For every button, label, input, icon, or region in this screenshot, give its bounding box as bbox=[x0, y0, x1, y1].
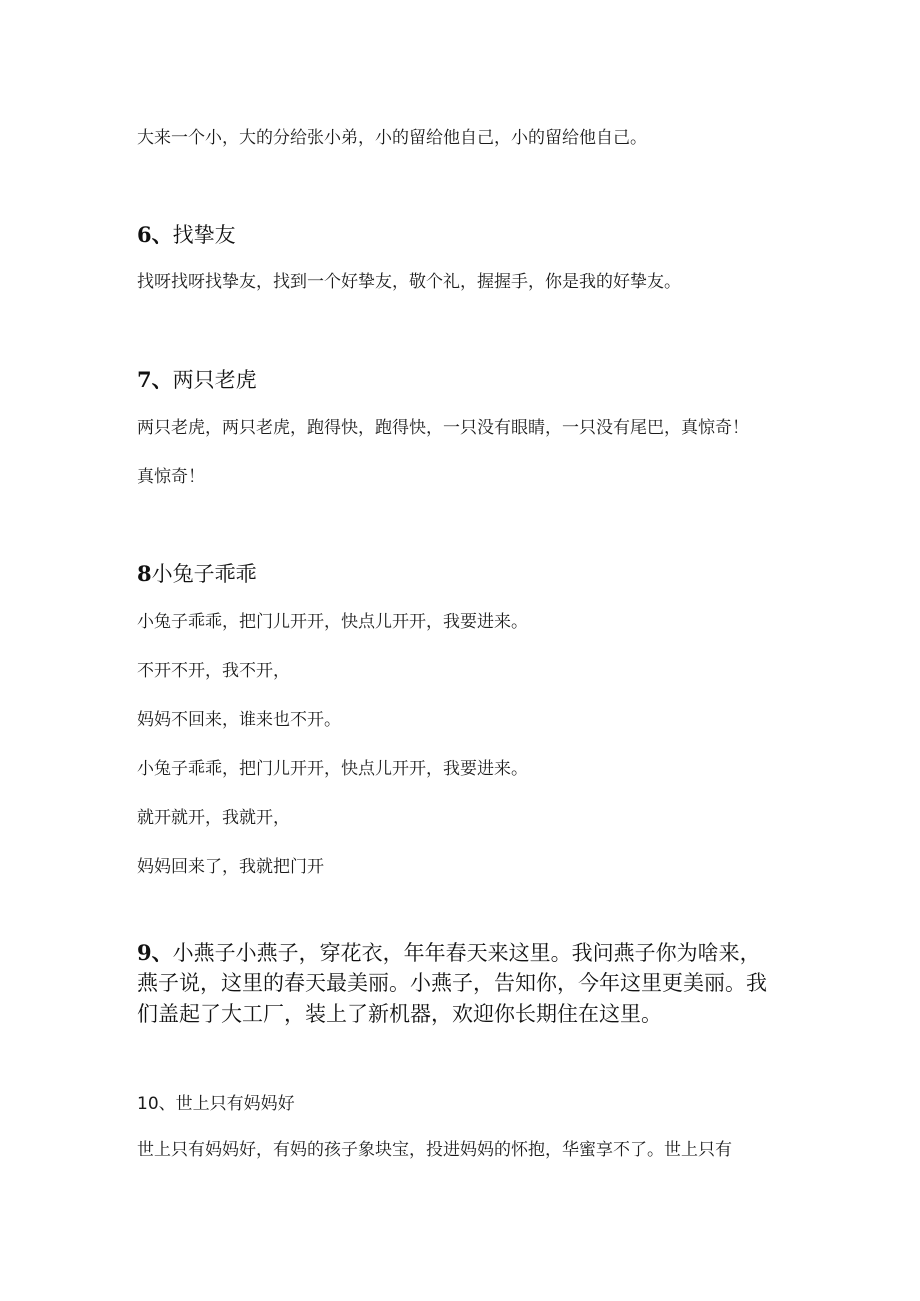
song-9-text-1: 小燕子，穿花衣，年年春天来这里。我问燕子你为啥来， bbox=[235, 941, 761, 965]
song-9-line-3: 们盖起了大工厂，装上了新机器，欢迎你长期住在这里。 bbox=[137, 1002, 662, 1026]
song-7-title: 两只老虎 bbox=[172, 368, 257, 392]
song-7-line-1: 两只老虎，两只老虎，跑得快，跑得快，一只没有眼睛，一只没有尾巴，真惊奇！ bbox=[137, 418, 749, 438]
song-10-line-1: 世上只有妈妈好，有妈的孩子象块宝，投进妈妈的怀抱，华蜜享不了。世上只有 bbox=[137, 1140, 732, 1160]
song-10-title: 世上只有妈妈好 bbox=[175, 1094, 295, 1114]
song-6-title: 找挚友 bbox=[172, 223, 236, 247]
song-7-heading bbox=[137, 369, 257, 391]
song-8-title: 小兔子乖乖 bbox=[151, 562, 257, 586]
song-6-line-1: 找呀找呀找挚友，找到一个好挚友，敬个礼，握握手，你是我的好挚友。 bbox=[137, 272, 681, 292]
song-9-line-2: 燕子说，这里的春天最美丽。小燕子，告知你，今年这里更美丽。我 bbox=[137, 971, 767, 995]
song-9-title: 小燕子 bbox=[172, 941, 236, 965]
song-8-line-3: 妈妈不回来，谁来也不开。 bbox=[137, 710, 341, 730]
song-7-number: 7、 bbox=[137, 367, 173, 392]
song-10-heading bbox=[137, 1096, 295, 1113]
song-9-number: 9、 bbox=[137, 940, 173, 965]
song-9-line-1 bbox=[137, 942, 761, 964]
song-10-number: 10、 bbox=[137, 1094, 176, 1114]
song-8-line-6: 妈妈回来了，我就把门开 bbox=[137, 857, 324, 877]
intro-line: 大来一个小，大的分给张小弟，小的留给他自己，小的留给他自己。 bbox=[137, 128, 647, 148]
song-8-number: 8 bbox=[137, 561, 152, 586]
song-6-number: 6、 bbox=[137, 222, 173, 247]
song-8-line-2: 不开不开，我不开， bbox=[137, 661, 290, 681]
song-8-line-4: 小兔子乖乖，把门儿开开，快点儿开开，我要进来。 bbox=[137, 759, 528, 779]
song-8-line-1: 小兔子乖乖，把门儿开开，快点儿开开，我要进来。 bbox=[137, 612, 528, 632]
song-8-line-5: 就开就开，我就开， bbox=[137, 808, 290, 828]
song-7-line-2: 真惊奇！ bbox=[137, 467, 205, 487]
song-8-heading bbox=[137, 563, 257, 585]
song-6-heading bbox=[137, 224, 236, 246]
